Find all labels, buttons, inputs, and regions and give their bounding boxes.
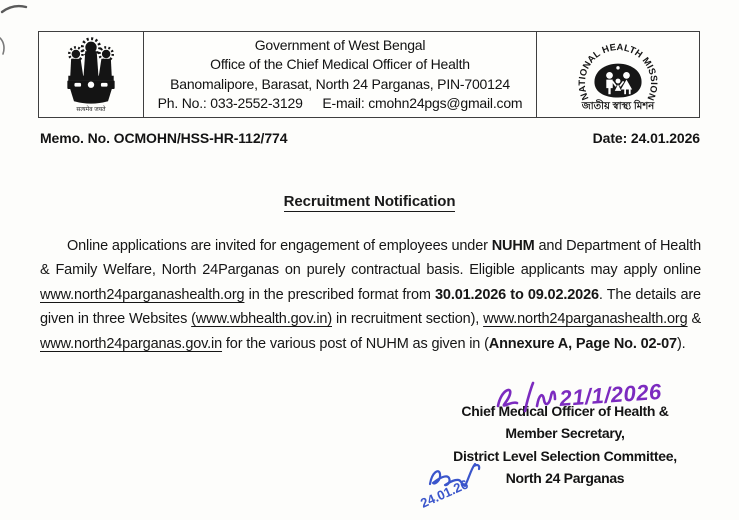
title-row (0, 193, 739, 212)
text-segment: . The details are given in three Websites (40, 286, 701, 328)
memo-date: Date: 24.01.2026 (592, 130, 700, 146)
text-segment: in recruitment section), (332, 311, 484, 328)
signatory-line-committee: District Level Selection Committee, (453, 447, 677, 464)
letterhead-emblem-cell (39, 32, 143, 117)
scan-pen-marks (0, 0, 40, 60)
letterhead-text-cell (143, 32, 537, 117)
nhm-logo-icon (570, 40, 666, 106)
org-contact-line (158, 94, 523, 114)
signatory-line-member-secretary: Member Secretary, (505, 425, 625, 442)
letterhead-table (38, 31, 700, 118)
text-segment: for the various post of NUHM as given in ( (222, 335, 489, 352)
text-segment: in the prescribed format from (244, 286, 436, 303)
url-wbhealth: (www.wbhealth.gov.in) (191, 311, 332, 328)
handwritten-date-bottom: 24.01.26 (418, 476, 471, 511)
text-segment: Annexure A, Page No. 02-07 (488, 335, 677, 352)
notification-title: Recruitment Notification (283, 193, 456, 210)
signatory-line-district: North 24 Parganas (505, 470, 625, 487)
url-north24parganashealth-2: www.north24parganashealth.org (483, 311, 688, 328)
text-segment: and Department of Health & Family Welfare, North 24Parganas on purely contractual basis. Eligible applicants may apply online (40, 238, 701, 279)
text-segment: Online applications are invited for engagement of employees under (67, 238, 492, 254)
org-line-government: Government of West Bengal (254, 36, 426, 53)
nhm-ring-text: NATIONAL HEALTH MISSION (575, 40, 661, 103)
handwritten-date-top: 21/1/2026 (558, 378, 663, 411)
text-segment: ). (676, 335, 686, 352)
org-line-office: Office of the Chief Medical Officer of Health (210, 56, 470, 72)
signature-scribble-purple (492, 378, 677, 418)
signatory-line-designation: Chief Medical Officer of Health & (461, 403, 669, 419)
text-segment: & (687, 311, 701, 328)
url-north24parganashealth-1: www.north24parganashealth.org (40, 286, 245, 303)
url-north24parganas: www.north24parganas.gov.in (40, 335, 223, 352)
nhm-caption: জাতীয় স্বাস্থ্য মিশন (581, 100, 655, 112)
text-segment: NUHM (491, 238, 535, 254)
body-paragraph (40, 234, 701, 356)
ashoka-emblem-icon (62, 36, 120, 106)
phone-number: Ph. No.: 033-2552-3129 (157, 95, 303, 111)
memo-number: Memo. No. OCMOHN/HSS-HR-112/774 (40, 130, 288, 146)
org-line-address: Banomalipore, Barasat, North 24 Parganas, PIN-700124 (170, 75, 510, 92)
emblem-motto: सत्यमेव जयते (76, 107, 106, 113)
memo-row (40, 130, 700, 146)
signature-scribble-blue (418, 458, 513, 516)
letterhead-nhm-cell (537, 32, 699, 117)
email-address: E-mail: cmohn24pgs@gmail.com (322, 95, 523, 111)
text-segment: 30.01.2026 to 09.02.2026 (435, 286, 599, 303)
